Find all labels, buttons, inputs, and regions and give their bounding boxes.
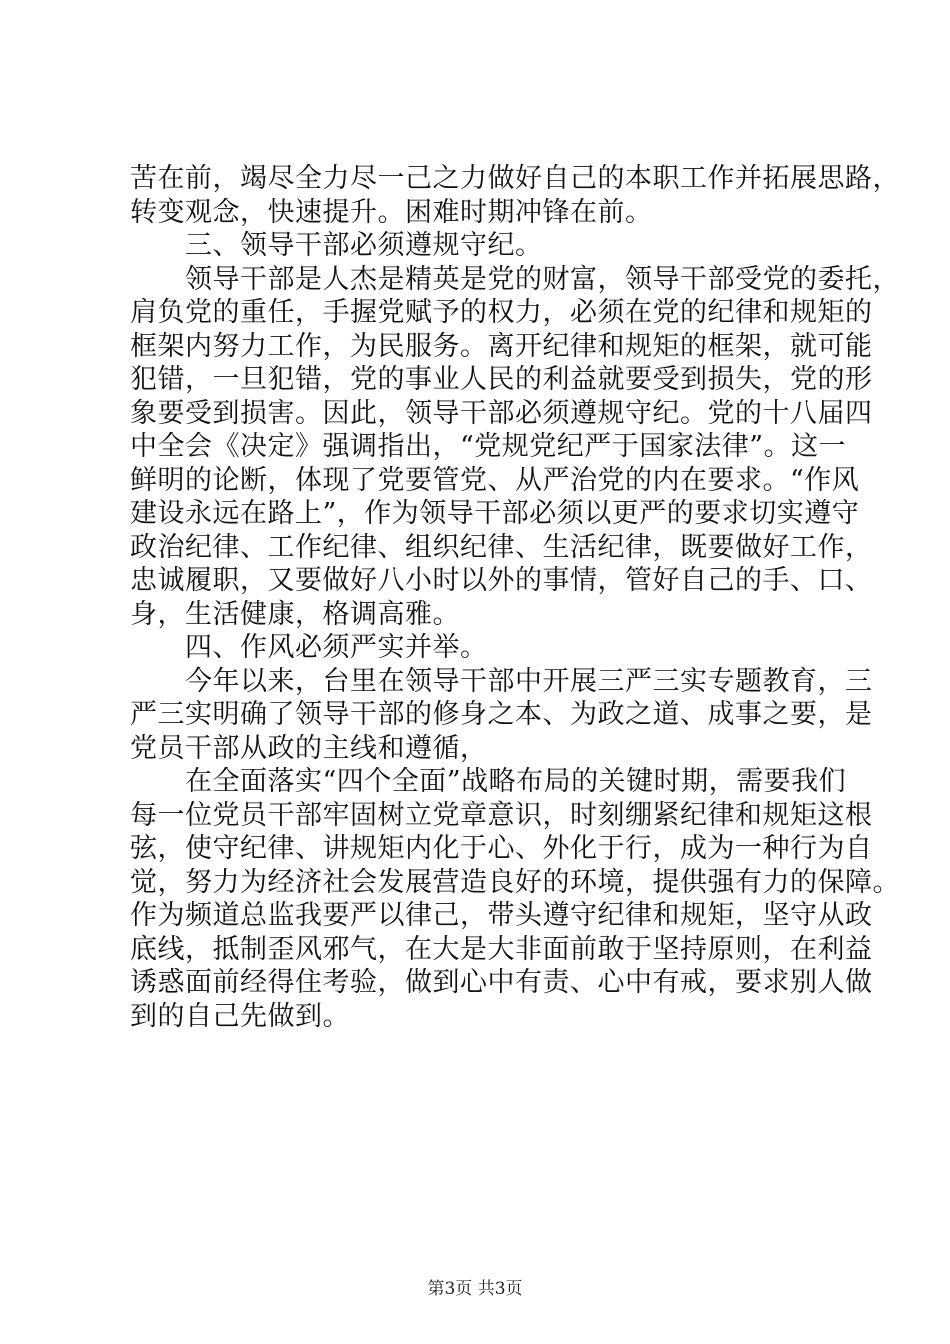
text-line: 作为频道总监我要严以律己，带头遵守纪律和规矩，坚守从政 [130,900,873,931]
text-line: 鲜明的论断，体现了党要管党、从严治党的内在要求。“作风 [130,464,860,496]
document-body [130,162,900,1033]
text-line: 底线，抵制歪风邪气，在大是大非面前敢于坚持原则，在利益 [130,933,873,965]
text-line: 象要受到损害。因此，领导干部必须遵规守纪。党的十八届四 [130,397,873,429]
text-line: 身，生活健康，格调高雅。 [130,598,460,630]
text-line: 建设永远在路上”，作为领导干部必须以更严的要求切实遵守 [130,498,860,529]
text-line: 诱惑面前经得住考验，做到心中有责、心中有戒，要求别人做 [130,967,873,998]
text-line: 觉，努力为经济社会发展营造良好的环境，提供强有力的保障。 [130,866,900,898]
page-number-footer: 第3页 共3页 [427,1279,523,1299]
text-line: 到的自己先做到。 [130,1000,350,1032]
text-line: 肩负党的重任，手握党赋予的权力，必须在党的纪律和规矩的 [130,297,873,328]
text-line: 今年以来，台里在领导干部中开展三严三实专题教育，三 [130,665,873,697]
section-heading: 四、作风必须严实并举。 [130,632,488,663]
text-line: 政治纪律、工作纪律、组织纪律、生活纪律，既要做好工作， [130,531,873,563]
text-line: 党员干部从政的主线和遵循， [130,732,488,764]
text-line: 苦在前，竭尽全力尽一己之力做好自己的本职工作并拓展思路， [130,163,900,194]
text-line: 框架内努力工作，为民服务。离开纪律和规矩的框架，就可能 [130,330,873,362]
text-line: 中全会《决定》强调指出，“党规党纪严于国家法律”。这一 [130,431,847,462]
text-line: 忠诚履职，又要做好八小时以外的事情，管好自己的手、口、 [130,565,873,596]
text-line: 弦，使守纪律、讲规矩内化于心、外化于行，成为一种行为自 [130,833,873,864]
section-heading: 三、领导干部必须遵规守纪。 [130,230,543,261]
text-line: 在全面落实“四个全面”战略布局的关键时期，需要我们 [130,766,847,797]
text-line: 领导干部是人杰是精英是党的财富，领导干部受党的委托， [130,263,900,295]
text-line: 每一位党员干部牢固树立党章意识，时刻绷紧纪律和规矩这根 [130,799,873,831]
text-line: 严三实明确了领导干部的修身之本、为政之道、成事之要，是 [130,699,873,730]
text-line: 犯错，一旦犯错，党的事业人民的利益就要受到损失，党的形 [130,364,873,395]
text-line: 转变观念，快速提升。困难时期冲锋在前。 [130,196,653,228]
